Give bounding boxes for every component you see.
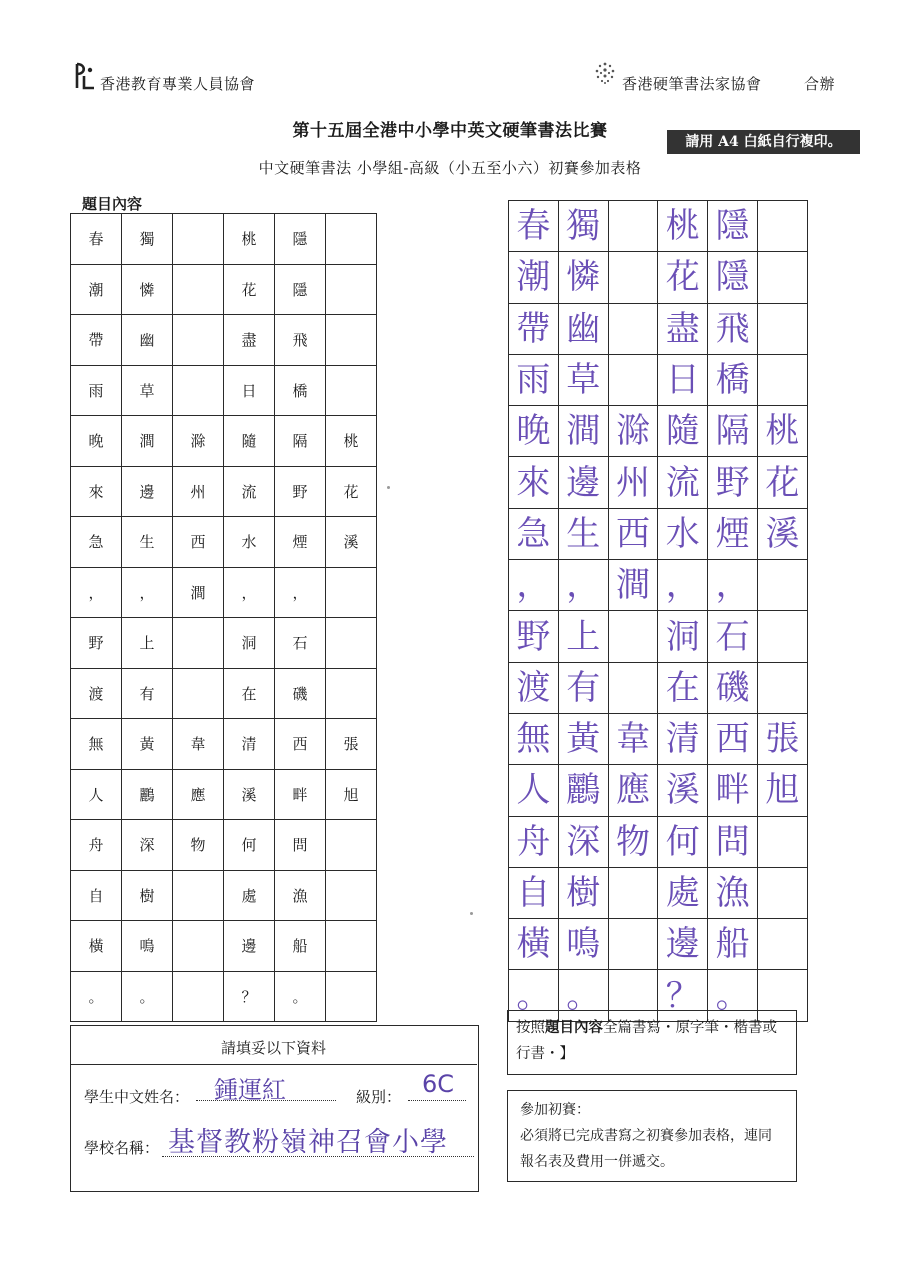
template-cell: 帶	[71, 315, 122, 366]
class-field[interactable]	[408, 1070, 466, 1101]
handwriting-cell: 邊	[658, 919, 708, 970]
template-cell: 州	[173, 466, 224, 517]
grid-row	[509, 354, 808, 405]
grid-row	[71, 971, 377, 1022]
grid-row	[71, 668, 377, 719]
handwriting-cell: 桃	[658, 201, 708, 252]
name-field[interactable]	[196, 1070, 336, 1104]
template-cell	[326, 264, 377, 315]
template-cell: 溪	[326, 517, 377, 568]
handwriting-cell: 石	[708, 611, 758, 662]
grid-row	[71, 921, 377, 972]
handwriting-cell: 磯	[708, 662, 758, 713]
handwriting-cell: 晚	[509, 406, 559, 457]
handwriting-cell	[608, 662, 658, 713]
template-cell: 舟	[71, 820, 122, 871]
handwriting-cell: 隔	[708, 406, 758, 457]
handwriting-cell: 雨	[509, 354, 559, 405]
handwriting-cell: 煙	[708, 508, 758, 559]
handwriting-cell: 橫	[509, 919, 559, 970]
template-cell	[173, 214, 224, 265]
template-cell: 煙	[275, 517, 326, 568]
template-cell: ，	[122, 567, 173, 618]
template-cell: 隱	[275, 214, 326, 265]
co-organize-label: 合辦	[804, 75, 836, 93]
handwriting-cell: 船	[708, 919, 758, 970]
template-cell: 橋	[275, 365, 326, 416]
handwriting-cell: 來	[509, 457, 559, 508]
class-label: 級別：	[356, 1088, 402, 1106]
handwriting-cell: 州	[608, 457, 658, 508]
template-cell: 滁	[173, 416, 224, 467]
name-label: 學生中文姓名：	[84, 1088, 190, 1106]
form-subtitle: 中文硬筆書法 小學組-高級（小五至小六）初賽參加表格	[258, 159, 642, 177]
handwriting-cell: 溪	[658, 765, 708, 816]
writing-instruction-box	[507, 1010, 797, 1075]
info-divider	[70, 1064, 477, 1065]
template-cell: 幽	[122, 315, 173, 366]
template-cell: 在	[224, 668, 275, 719]
handwriting-cell	[608, 867, 658, 918]
handwriting-cell: 隱	[708, 201, 758, 252]
grid-row	[509, 457, 808, 508]
handwriting-cell: 處	[658, 867, 708, 918]
handwriting-cell: 。	[509, 970, 559, 1021]
template-cell	[326, 618, 377, 669]
handwriting-cell: 澗	[608, 560, 658, 611]
template-cell: 無	[71, 719, 122, 770]
template-cell: 石	[275, 618, 326, 669]
handwriting-cell: ，	[708, 560, 758, 611]
handwriting-cell: 何	[658, 816, 708, 867]
template-cell: 橫	[71, 921, 122, 972]
template-cell: 隱	[275, 264, 326, 315]
handwriting-cell: 帶	[509, 303, 559, 354]
template-cell: 盡	[224, 315, 275, 366]
handwriting-cell	[757, 867, 807, 918]
grid-row	[71, 264, 377, 315]
template-cell: 邊	[224, 921, 275, 972]
entry-heading: 參加初賽：	[520, 1102, 590, 1118]
template-cell: 深	[122, 820, 173, 871]
handwriting-cell: 飛	[708, 303, 758, 354]
handwriting-cell	[608, 919, 658, 970]
info-box-title: 請填妥以下資料	[220, 1039, 326, 1057]
template-cell: 樹	[122, 870, 173, 921]
template-cell: 清	[224, 719, 275, 770]
handwriting-cell: 流	[658, 457, 708, 508]
template-cell	[173, 668, 224, 719]
handwriting-cell: 幽	[558, 303, 608, 354]
handwriting-cell: 。	[708, 970, 758, 1021]
paper-speck	[470, 912, 473, 915]
template-cell: 雨	[71, 365, 122, 416]
template-cell	[326, 820, 377, 871]
template-cell: ，	[71, 567, 122, 618]
handwriting-cell: 深	[558, 816, 608, 867]
handwriting-cell: 畔	[708, 765, 758, 816]
handwriting-cell	[608, 303, 658, 354]
handwriting-cell: 應	[608, 765, 658, 816]
handwriting-cell	[608, 611, 658, 662]
template-cell: 何	[224, 820, 275, 871]
grid-row	[509, 508, 808, 559]
template-cell: 來	[71, 466, 122, 517]
template-cell: 隨	[224, 416, 275, 467]
grid-row	[71, 315, 377, 366]
handwriting-grid	[508, 200, 808, 1022]
template-cell: 物	[173, 820, 224, 871]
template-cell: ，	[224, 567, 275, 618]
handwriting-cell: 自	[509, 867, 559, 918]
paper-speck	[387, 486, 390, 489]
template-cell	[173, 315, 224, 366]
handwriting-cell: 鳴	[558, 919, 608, 970]
handwriting-cell: 舟	[509, 816, 559, 867]
template-cell: 磯	[275, 668, 326, 719]
handwriting-cell	[757, 201, 807, 252]
handwriting-cell: 渡	[509, 662, 559, 713]
template-cell	[173, 921, 224, 972]
handwriting-cell: 急	[509, 508, 559, 559]
handwriting-cell: 獨	[558, 201, 608, 252]
handwriting-cell	[608, 252, 658, 303]
handwriting-cell: 清	[658, 713, 708, 764]
photocopy-note: 請用 A4 白紙自行複印。	[667, 130, 860, 154]
handwriting-cell: 滁	[608, 406, 658, 457]
template-cell: 溪	[224, 769, 275, 820]
handwriting-cell	[608, 201, 658, 252]
handwriting-cell: 野	[708, 457, 758, 508]
handwriting-cell: 漁	[708, 867, 758, 918]
template-cell: 獨	[122, 214, 173, 265]
template-cell: 漁	[275, 870, 326, 921]
template-cell	[326, 214, 377, 265]
preliminary-entry-box	[507, 1090, 797, 1182]
handwriting-cell	[757, 252, 807, 303]
grid-row	[509, 765, 808, 816]
handwriting-cell: 隨	[658, 406, 708, 457]
handwriting-cell: 張	[757, 713, 807, 764]
template-cell: 自	[71, 870, 122, 921]
grid-row	[509, 252, 808, 303]
handwriting-cell: 問	[708, 816, 758, 867]
grid-row	[71, 214, 377, 265]
grid-row	[71, 416, 377, 467]
template-cell: 鳴	[122, 921, 173, 972]
grid-row	[509, 662, 808, 713]
template-cell: 日	[224, 365, 275, 416]
handwriting-cell: ，	[558, 560, 608, 611]
template-cell	[326, 870, 377, 921]
handwriting-cell	[757, 662, 807, 713]
handwriting-cell: 水	[658, 508, 708, 559]
template-cell	[173, 365, 224, 416]
template-cell	[326, 971, 377, 1022]
handwriting-cell: 物	[608, 816, 658, 867]
handwriting-cell: 野	[509, 611, 559, 662]
handwriting-cell: 草	[558, 354, 608, 405]
name-value: 鍾運紅	[214, 1076, 286, 1104]
template-cell: 飛	[275, 315, 326, 366]
handwriting-cell	[757, 303, 807, 354]
handwriting-cell: 西	[608, 508, 658, 559]
handwriting-cell	[757, 354, 807, 405]
competition-title: 第十五屆全港中小學中英文硬筆書法比賽	[292, 121, 608, 141]
template-cell	[326, 668, 377, 719]
template-cell: 處	[224, 870, 275, 921]
handwriting-cell: 橋	[708, 354, 758, 405]
school-value: 基督教粉嶺神召會小學	[168, 1127, 448, 1158]
template-cell	[173, 971, 224, 1022]
instruction-prefix: 按照	[516, 1020, 545, 1036]
organizer-left: 香港教育專業人員協會	[100, 75, 256, 93]
template-cell	[326, 921, 377, 972]
template-cell: 應	[173, 769, 224, 820]
section-label-topic: 題目內容	[82, 195, 143, 213]
template-cell: 野	[275, 466, 326, 517]
template-cell: 畔	[275, 769, 326, 820]
template-cell: 西	[173, 517, 224, 568]
hk-calligraphy-association-logo-icon	[592, 60, 618, 86]
template-cell: 旭	[326, 769, 377, 820]
grid-row	[71, 618, 377, 669]
template-cell: 邊	[122, 466, 173, 517]
handwriting-cell: 花	[757, 457, 807, 508]
grid-row	[509, 560, 808, 611]
handwriting-cell: 旭	[757, 765, 807, 816]
handwriting-cell: 黃	[558, 713, 608, 764]
template-cell: 船	[275, 921, 326, 972]
template-cell: 有	[122, 668, 173, 719]
handwriting-cell: 隱	[708, 252, 758, 303]
handwriting-cell: 無	[509, 713, 559, 764]
handwriting-cell: 春	[509, 201, 559, 252]
grid-row	[71, 466, 377, 517]
grid-row	[509, 713, 808, 764]
template-cell: 澗	[122, 416, 173, 467]
template-cell: 西	[275, 719, 326, 770]
template-cell: 韋	[173, 719, 224, 770]
handwriting-cell: 桃	[757, 406, 807, 457]
handwriting-cell: 有	[558, 662, 608, 713]
entry-body: 必須將已完成書寫之初賽參加表格，連同報名表及費用一併遞交。	[520, 1128, 772, 1170]
handwriting-cell: 樹	[558, 867, 608, 918]
template-cell: 花	[326, 466, 377, 517]
hkpta-logo-icon	[74, 62, 96, 92]
handwriting-cell: 憐	[558, 252, 608, 303]
template-cell	[326, 567, 377, 618]
grid-row	[509, 201, 808, 252]
template-cell: 草	[122, 365, 173, 416]
template-cell: 鸝	[122, 769, 173, 820]
template-cell: 野	[71, 618, 122, 669]
instruction-emphasis: 題目內容	[545, 1019, 603, 1036]
grid-row	[509, 919, 808, 970]
template-cell: 春	[71, 214, 122, 265]
school-label: 學校名稱：	[84, 1139, 160, 1157]
handwriting-cell	[757, 919, 807, 970]
template-cell: ，	[275, 567, 326, 618]
handwriting-cell: 日	[658, 354, 708, 405]
grid-row	[71, 870, 377, 921]
grid-row	[509, 816, 808, 867]
template-cell: 洞	[224, 618, 275, 669]
template-cell: 上	[122, 618, 173, 669]
template-cell	[326, 365, 377, 416]
template-cell: 人	[71, 769, 122, 820]
handwriting-cell: ，	[509, 560, 559, 611]
grid-row	[509, 406, 808, 457]
grid-row	[71, 719, 377, 770]
template-cell: 晚	[71, 416, 122, 467]
school-field[interactable]	[162, 1120, 474, 1157]
handwriting-cell: 生	[558, 508, 608, 559]
organizer-right: 香港硬筆書法家協會	[622, 75, 762, 93]
handwriting-cell: ，	[658, 560, 708, 611]
template-cell	[173, 870, 224, 921]
template-cell	[173, 618, 224, 669]
instruction-rest: 全篇書寫・原字筆・楷書或行書・】	[516, 1020, 777, 1062]
grid-row	[71, 769, 377, 820]
grid-row	[509, 867, 808, 918]
handwriting-cell: 邊	[558, 457, 608, 508]
handwriting-cell: 溪	[757, 508, 807, 559]
template-cell: 張	[326, 719, 377, 770]
template-cell: 流	[224, 466, 275, 517]
handwriting-cell: 鸝	[558, 765, 608, 816]
grid-row	[71, 365, 377, 416]
grid-row	[71, 517, 377, 568]
template-cell	[173, 264, 224, 315]
template-cell: 花	[224, 264, 275, 315]
template-cell: 憐	[122, 264, 173, 315]
template-cell: 桃	[326, 416, 377, 467]
handwriting-cell	[608, 354, 658, 405]
template-cell: 桃	[224, 214, 275, 265]
handwriting-cell	[757, 816, 807, 867]
handwriting-cell: 潮	[509, 252, 559, 303]
handwriting-cell: 花	[658, 252, 708, 303]
template-cell: 黃	[122, 719, 173, 770]
template-cell: 急	[71, 517, 122, 568]
handwriting-cell	[757, 611, 807, 662]
template-cell	[326, 315, 377, 366]
template-cell: 。	[275, 971, 326, 1022]
template-cell: 。	[71, 971, 122, 1022]
grid-row	[71, 820, 377, 871]
handwriting-cell: 盡	[658, 303, 708, 354]
grid-row	[509, 611, 808, 662]
template-cell: 問	[275, 820, 326, 871]
template-cell: ？	[224, 971, 275, 1022]
grid-row	[71, 567, 377, 618]
template-cell: 。	[122, 971, 173, 1022]
template-cell: 澗	[173, 567, 224, 618]
template-cell: 隔	[275, 416, 326, 467]
handwriting-cell: 洞	[658, 611, 708, 662]
handwriting-cell: 韋	[608, 713, 658, 764]
template-cell: 生	[122, 517, 173, 568]
handwriting-cell: 人	[509, 765, 559, 816]
handwriting-cell: 上	[558, 611, 608, 662]
grid-row	[509, 303, 808, 354]
template-cell: 水	[224, 517, 275, 568]
handwriting-cell: 西	[708, 713, 758, 764]
handwriting-cell: 在	[658, 662, 708, 713]
class-value: 6C	[422, 1070, 455, 1098]
handwriting-cell	[757, 560, 807, 611]
template-text-grid	[70, 213, 377, 1022]
template-cell: 潮	[71, 264, 122, 315]
template-cell: 渡	[71, 668, 122, 719]
handwriting-cell: 。	[558, 970, 608, 1021]
handwriting-cell: ？	[658, 970, 708, 1021]
handwriting-cell: 澗	[558, 406, 608, 457]
